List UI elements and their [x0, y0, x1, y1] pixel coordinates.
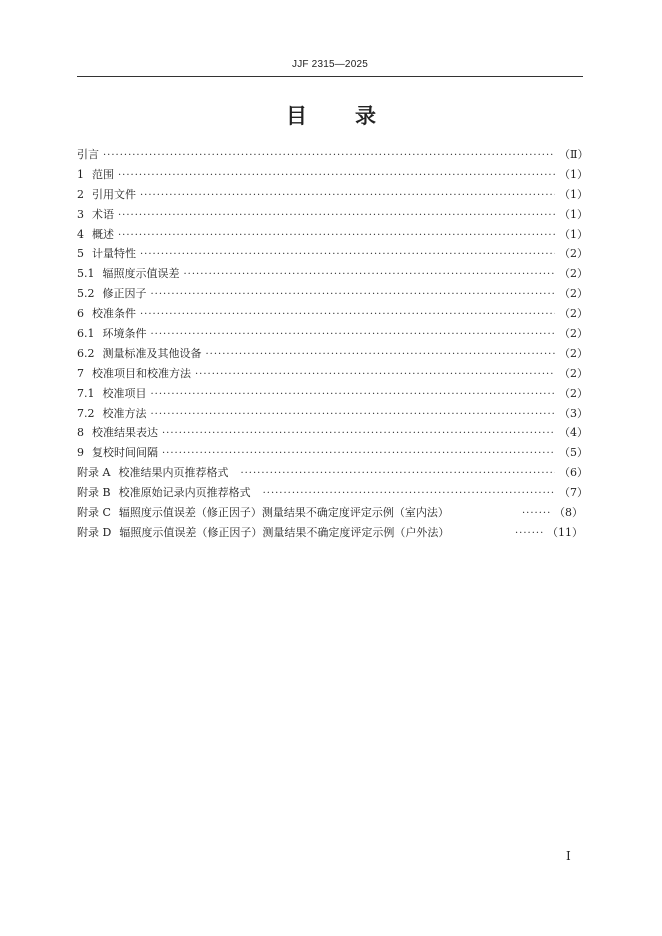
toc-entry-page: （6）	[559, 466, 588, 480]
toc-entry-text: 校准原始记录内页推荐格式	[118, 486, 251, 500]
toc-entry-6-1[interactable]	[77, 324, 588, 344]
toc-entry-appendix-a[interactable]	[77, 463, 588, 483]
toc-entry-number: 3	[77, 207, 84, 221]
toc-entry-3[interactable]	[77, 205, 588, 225]
toc-dot-leader	[118, 206, 555, 226]
toc-entry-4[interactable]	[77, 225, 588, 245]
toc-entry-number: 7.2	[77, 406, 95, 420]
toc-entry-number: 2	[77, 187, 84, 201]
toc-entry-7[interactable]	[77, 364, 588, 384]
toc-dot-leader	[206, 345, 556, 365]
toc-dot-leader	[263, 484, 555, 504]
toc-entry-number: 附录 C	[77, 506, 111, 520]
standard-code-header: JJF 2315—2025	[292, 59, 368, 70]
toc-entry-page: （2）	[559, 327, 588, 341]
toc-dot-leader	[118, 226, 555, 246]
toc-entry-text: 校准结果内页推荐格式	[118, 466, 229, 480]
toc-entry-number: 7.1	[77, 386, 95, 400]
toc-entry-text: 测量标准及其他设备	[102, 346, 202, 360]
toc-entry-page: （1）	[559, 227, 588, 241]
toc-entry-8[interactable]	[77, 423, 588, 443]
toc-entry-page: （2）	[559, 346, 588, 360]
toc-entry-number: 附录 A	[77, 466, 111, 480]
toc-entry-text: 复校时间间隔	[92, 446, 158, 460]
toc-dot-leader	[140, 186, 555, 206]
toc-entry-page: （3）	[559, 406, 588, 420]
toc-entry-appendix-c[interactable]	[77, 503, 583, 523]
toc-entry-page: （11）	[547, 525, 583, 539]
toc-dot-leader	[515, 524, 543, 544]
toc-entry-text: 术语	[92, 207, 114, 221]
toc-entry-5-1[interactable]	[77, 264, 588, 284]
page-number: Ⅰ	[566, 849, 571, 863]
toc-entry-page: （5）	[559, 446, 588, 460]
toc-entry-2[interactable]	[77, 185, 588, 205]
toc-entry-number: 6	[77, 307, 84, 321]
toc-entry-text: 校准方法	[102, 406, 147, 420]
toc-entry-text: 引言	[77, 148, 99, 161]
toc-entry-number: 5	[77, 247, 84, 261]
toc-entry-text: 修正因子	[102, 287, 147, 301]
toc-dot-leader	[240, 464, 555, 484]
toc-entry-text: 范围	[92, 167, 114, 181]
toc-entry-text: 校准条件	[92, 307, 136, 321]
toc-entry-9[interactable]	[77, 443, 588, 463]
toc-entry-5-2[interactable]	[77, 284, 588, 304]
toc-entry-number: 附录 B	[77, 486, 111, 500]
toc-entry-7-1[interactable]	[77, 384, 588, 404]
toc-entry-text: 校准结果表达	[92, 426, 158, 440]
toc-entry-page: （1）	[559, 187, 588, 201]
toc-entry-text: 辐照度示值误差（修正因子）测量结果不确定度评定示例（室内法）	[118, 506, 449, 520]
toc-dot-leader	[140, 245, 555, 265]
toc-dot-leader	[522, 504, 550, 524]
toc-entry-page: （1）	[559, 167, 588, 181]
toc-entry-page: （4）	[559, 426, 588, 440]
toc-entry-number: 9	[77, 446, 84, 460]
toc-entry-page: （2）	[559, 366, 588, 380]
toc-entry-number: 5.1	[77, 267, 95, 281]
toc-entry-text: 校准项目	[102, 386, 147, 400]
toc-entry-intro[interactable]	[77, 145, 589, 165]
toc-entry-page: （2）	[559, 247, 588, 261]
toc-entry-page: （8）	[554, 506, 583, 520]
toc-entry-1[interactable]	[77, 165, 588, 185]
toc-dot-leader	[118, 166, 555, 186]
toc-dot-leader	[195, 365, 555, 385]
toc-entry-text: 辐照度示值误差（修正因子）测量结果不确定度评定示例（户外法）	[119, 525, 450, 539]
toc-entry-appendix-d[interactable]	[77, 523, 583, 543]
toc-entry-number: 6.1	[77, 327, 95, 341]
toc-entry-page: （2）	[559, 267, 588, 281]
toc-entry-page: （Ⅱ）	[559, 148, 589, 161]
toc-entry-text: 辐照度示值误差	[102, 267, 180, 281]
toc-dot-leader	[162, 444, 555, 464]
toc-entry-text: 校准项目和校准方法	[92, 366, 191, 380]
toc-entry-text: 环境条件	[102, 327, 147, 341]
toc-dot-leader	[151, 285, 556, 305]
toc-entry-number: 附录 D	[77, 525, 112, 539]
toc-dot-leader	[151, 385, 556, 405]
toc-entry-6[interactable]	[77, 304, 588, 324]
toc-dot-leader	[140, 305, 555, 325]
toc-entry-page: （2）	[559, 287, 588, 301]
toc-entry-appendix-b[interactable]	[77, 483, 588, 503]
header-rule	[77, 76, 583, 77]
table-of-contents	[77, 145, 589, 543]
toc-dot-leader	[162, 424, 555, 444]
toc-entry-6-2[interactable]	[77, 344, 588, 364]
page-title: 目录	[286, 104, 424, 128]
toc-entry-text: 引用文件	[92, 187, 136, 201]
toc-entry-number: 5.2	[77, 287, 95, 301]
toc-entry-5[interactable]	[77, 244, 588, 264]
toc-entry-number: 7	[77, 366, 84, 380]
toc-dot-leader	[184, 265, 556, 285]
toc-entry-text: 计量特性	[92, 247, 136, 261]
toc-entry-number: 1	[77, 167, 84, 181]
toc-dot-leader	[151, 325, 556, 345]
toc-entry-number: 6.2	[77, 346, 95, 360]
toc-entry-page: （7）	[559, 486, 588, 500]
toc-entry-7-2[interactable]	[77, 404, 588, 424]
toc-entry-number: 4	[77, 227, 84, 241]
toc-dot-leader	[151, 405, 556, 425]
toc-entry-page: （2）	[559, 307, 588, 321]
toc-entry-text: 概述	[92, 227, 114, 241]
toc-entry-number: 8	[77, 426, 84, 440]
toc-entry-page: （2）	[559, 386, 588, 400]
toc-entry-page: （1）	[559, 207, 588, 221]
toc-dot-leader	[103, 146, 555, 166]
